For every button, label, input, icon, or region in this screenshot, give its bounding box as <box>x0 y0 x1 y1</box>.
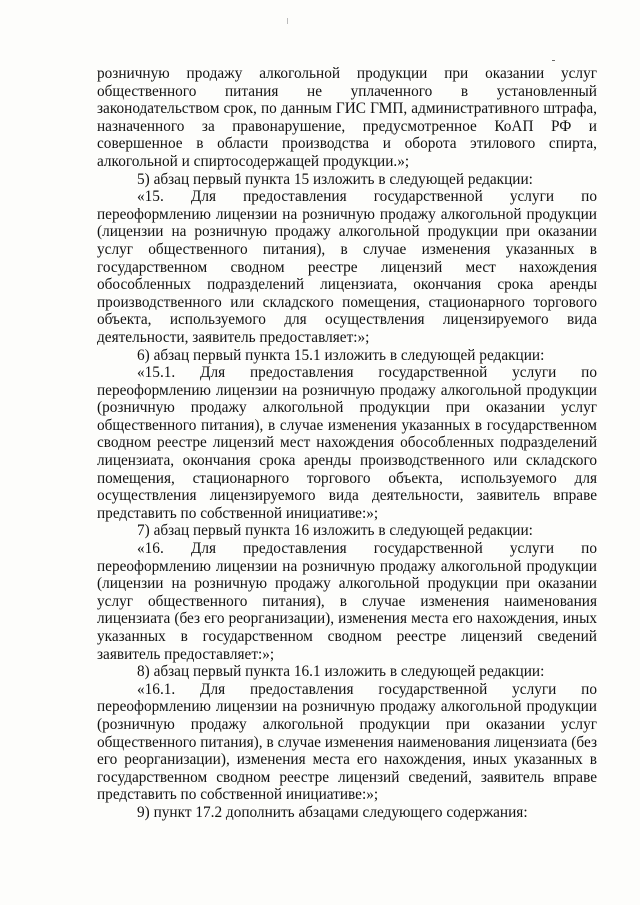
paragraph: 6) абзац первый пункта 15.1 изложить в следующей редакции: <box>137 346 545 364</box>
paragraph: розничную продажу алкогольной продукции при оказании услуг общественного питания не уплаченного в установленный законодательством срок, по данным ГИС ГМП, административного штрафа, назначенного за правонарушение, предусмотренное КоАП РФ и совершенное в области производства и оборота этилового спирта, алкогольной и спиртосодержащей продукции.»; <box>97 65 597 170</box>
paragraph: 7) абзац первый пункта 16 изложить в следующей редакции: <box>137 522 533 540</box>
paragraph: 8) абзац первый пункта 16.1 изложить в следующей редакции: <box>137 663 545 681</box>
scan-mark <box>287 18 288 24</box>
document-page <box>97 65 597 822</box>
paragraph: «16. Для предоставления государственной услуги по переоформлению лицензии на розничную продажу алкогольной продукции (лицензии на розничную продажу алкогольной продукции при оказании услуг общественного питания), в случае изменения наименования лицензиата (без его реорганизации), изменения места его нахождения, иных указанных в государственном сводном реестре лицензий сведений заявитель предоставляет:»; <box>97 540 597 663</box>
paragraph: «16.1. Для предоставления государственной услуги по переоформлению лицензии на розничную продажу алкогольной продукции (розничную продажу алкогольной продукции при оказании услуг общественного питания), в случае изменения наименования лицензиата (без его реорганизации), изменения места его нахождения, иных указанных в государственном сводном реестре лицензий сведений, заявитель вправе представить по собственной инициативе:»; <box>97 680 597 804</box>
paragraph: 9) пункт 17.2 дополнить абзацами следующего содержания: <box>137 803 528 821</box>
paragraph: 5) абзац первый пункта 15 изложить в следующей редакции: <box>137 170 533 188</box>
paragraph: «15. Для предоставления государственной услуги по переоформлению лицензии на розничную продажу алкогольной продукции (лицензии на розничную продажу алкогольной продукции при оказании услуг общественного питания), в случае изменения указанных в государственном сводном реестре лицензий мест нахождения обособленных подразделений лицензиата, окончания срока аренды производственного или складского помещения, стационарного торгового объекта, используемого для осуществления лицензируемого вида деятельности, заявитель предоставляет:»; <box>97 188 597 346</box>
scan-mark <box>552 60 555 61</box>
paragraph: «15.1. Для предоставления государственной услуги по переоформлению лицензии на розничную продажу алкогольной продукции (розничную продажу алкогольной продукции при оказании услуг общественного питания), в случае изменения указанных в государственном сводном реестре лицензий мест нахождения обособленных подразделений лицензиата, окончания срока аренды производственного или складского помещения, стационарного торгового объекта, используемого для осуществления лицензируемого вида деятельности, заявитель вправе представить по собственной инициативе:»; <box>97 364 597 522</box>
